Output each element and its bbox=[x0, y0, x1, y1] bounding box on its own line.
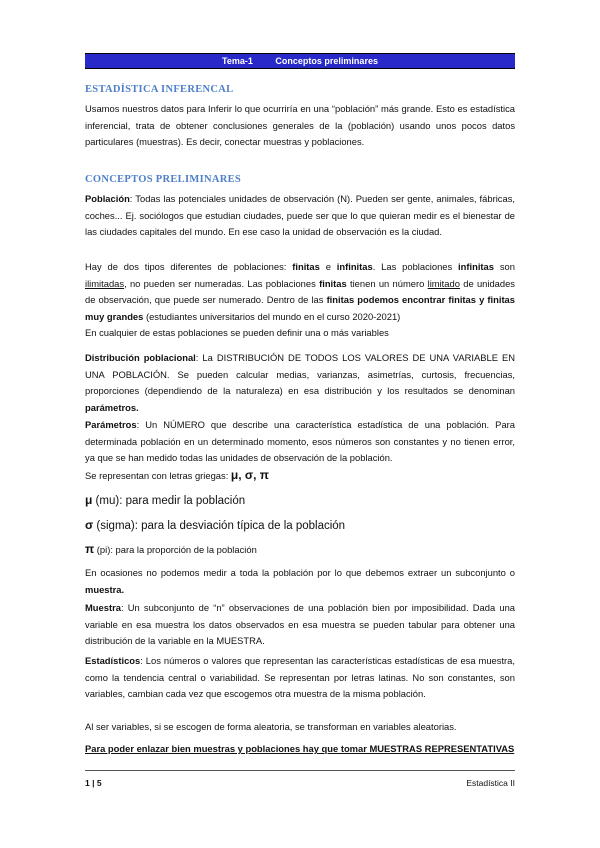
banner-tema: Tema-1 bbox=[222, 56, 253, 66]
tipos-finitas-grandes: finitas podemos encontrar finitas y finitas muy grandes bbox=[85, 294, 515, 322]
pi-symbol: π bbox=[85, 542, 95, 556]
paragraph-muestra bbox=[85, 600, 515, 650]
tipos-text-4: son bbox=[494, 261, 515, 272]
text-estadisticos: : Los números o valores que representan las características estadísticas de esa muestra, como la tendencia central o variabilidad. Se representan por letras latinas. No son constantes, son variables, cambian cada vez que escogemos otra muestra de la misma población. bbox=[85, 655, 515, 699]
pi-name: (pi) bbox=[94, 544, 111, 555]
paragraph-griegas bbox=[85, 467, 515, 485]
banner-title: Conceptos preliminares bbox=[275, 56, 378, 66]
mu-symbol: μ bbox=[85, 493, 93, 507]
tipos-text-6: tienen un número bbox=[346, 277, 428, 289]
tipos-infinitas: infinitas bbox=[336, 261, 373, 272]
paragraph-tipos bbox=[85, 259, 515, 325]
term-distribucion: Distribución poblacional bbox=[85, 352, 196, 363]
footer-subject: Estadística II bbox=[466, 778, 515, 788]
term-estadisticos: Estadísticos bbox=[85, 655, 141, 666]
tipos-infinitas-2: infinitas bbox=[458, 261, 494, 272]
line-mu bbox=[85, 492, 515, 510]
greek-letters: μ, σ, π bbox=[230, 468, 269, 482]
text-distribucion: : La DISTRIBUCIÓN DE TODOS LOS VALORES DE UNA VARIABLE EN UNA POBLACIÓN. Se pueden calcular medias, varianzas, asimetrías, curtosis, frecuencias, proporciones (dependiendo de la naturaleza) en esa distribución y los resultados se denominan bbox=[85, 352, 515, 396]
text-poblacion: : Todas las potenciales unidades de observación (N). Pueden ser gente, animales, fábricas, coches... Ej. sociólogos que estudian ciudades, puede ser que lo que quieran medir es el bienestar de las ciudades capitales del mundo. En ese caso la unidad de observación es la ciudad. bbox=[85, 193, 515, 237]
line-pi bbox=[85, 541, 515, 559]
tipos-text-5: , no pueden ser numeradas. Las poblaciones bbox=[124, 277, 320, 289]
term-poblacion: Población bbox=[85, 193, 130, 204]
ocasiones-muestra: muestra. bbox=[85, 583, 125, 595]
paragraph-final bbox=[85, 741, 515, 758]
line-sigma bbox=[85, 517, 515, 535]
sigma-symbol: σ bbox=[85, 518, 94, 532]
final-muestras: MUESTRAS REPRESENTATIVAS bbox=[369, 743, 515, 754]
paragraph-parametros bbox=[85, 417, 515, 467]
paragraph-poblacion bbox=[85, 191, 515, 241]
tipos-text-1: Hay de dos tipos diferentes de poblaciones: bbox=[85, 261, 293, 272]
tipos-text-2: e bbox=[319, 261, 337, 272]
footer-divider bbox=[85, 770, 515, 771]
heading-conceptos: CONCEPTOS PRELIMINARES bbox=[85, 174, 242, 185]
ocasiones-text: En ocasiones no podemos medir a toda la población por lo que debemos extraer un subconjunto o bbox=[85, 567, 515, 578]
paragraph-variables: En cualquier de estas poblaciones se pueden definir una o más variables bbox=[85, 327, 389, 338]
pi-desc: : para la proporción de la población bbox=[110, 544, 257, 555]
tipos-limitado: limitado bbox=[427, 277, 460, 289]
paragraph-distribucion bbox=[85, 350, 515, 416]
paragraph-aleatorias: Al ser variables, si se escogen de forma aleatoria, se transforman en variables aleatorias. bbox=[85, 721, 457, 732]
final-text: Para poder enlazar bien muestras y poblaciones hay que tomar bbox=[85, 743, 370, 754]
heading-inferencial: ESTADÍSTICA INFERENCAL bbox=[85, 84, 234, 95]
term-parametros-result: parámetros. bbox=[85, 401, 139, 413]
sigma-name: (sigma) bbox=[93, 520, 135, 532]
text-muestra: : Un subconjunto de “n” observaciones de una población bien por imposibilidad. Dada una variable en esa muestra los datos observados en esa muestra se pueden tabular para obtener una distribución de la variable en la MUESTRA. bbox=[85, 602, 515, 646]
term-parametros: Parámetros bbox=[85, 419, 137, 430]
page-number: 1 | 5 bbox=[85, 778, 102, 788]
chapter-banner bbox=[85, 53, 515, 69]
tipos-ilimitadas: ilimitadas bbox=[85, 277, 125, 289]
tipos-text-7: de unidades de observación, que puede ser numerado. Dentro de las bbox=[85, 277, 515, 305]
mu-name: (mu) bbox=[92, 495, 120, 507]
tipos-text-3: . Las poblaciones bbox=[372, 261, 459, 272]
term-muestra: Muestra bbox=[85, 602, 121, 613]
griegas-text: Se representan con letras griegas: bbox=[85, 470, 231, 481]
tipos-text-8: (estudiantes universitarios del mundo en el curso 2020-2021) bbox=[143, 310, 401, 322]
tipos-finitas-2: finitas bbox=[319, 277, 347, 289]
paragraph-ocasiones bbox=[85, 565, 515, 598]
mu-desc: : para medir la población bbox=[119, 495, 246, 507]
paragraph-inferencial: Usamos nuestros datos para Inferir lo que ocurriría en una “población” más grande. Esto es estadística inferencial, trata de obtener conclusiones generales de la (población) usando unos pocos datos particulares (muestras). Es decir, conectar muestras y poblaciones. bbox=[85, 103, 515, 147]
tipos-finitas: finitas bbox=[292, 261, 320, 272]
sigma-desc: : para la desviación típica de la población bbox=[134, 520, 346, 532]
text-parametros: : Un NÚMERO que describe una característica estadística de una población. Para determinada población en un determinado momento, esos números son constantes y no tienen error, ya que se han medido todas las unidades de observación de la población. bbox=[85, 419, 515, 463]
paragraph-estadisticos bbox=[85, 653, 515, 703]
